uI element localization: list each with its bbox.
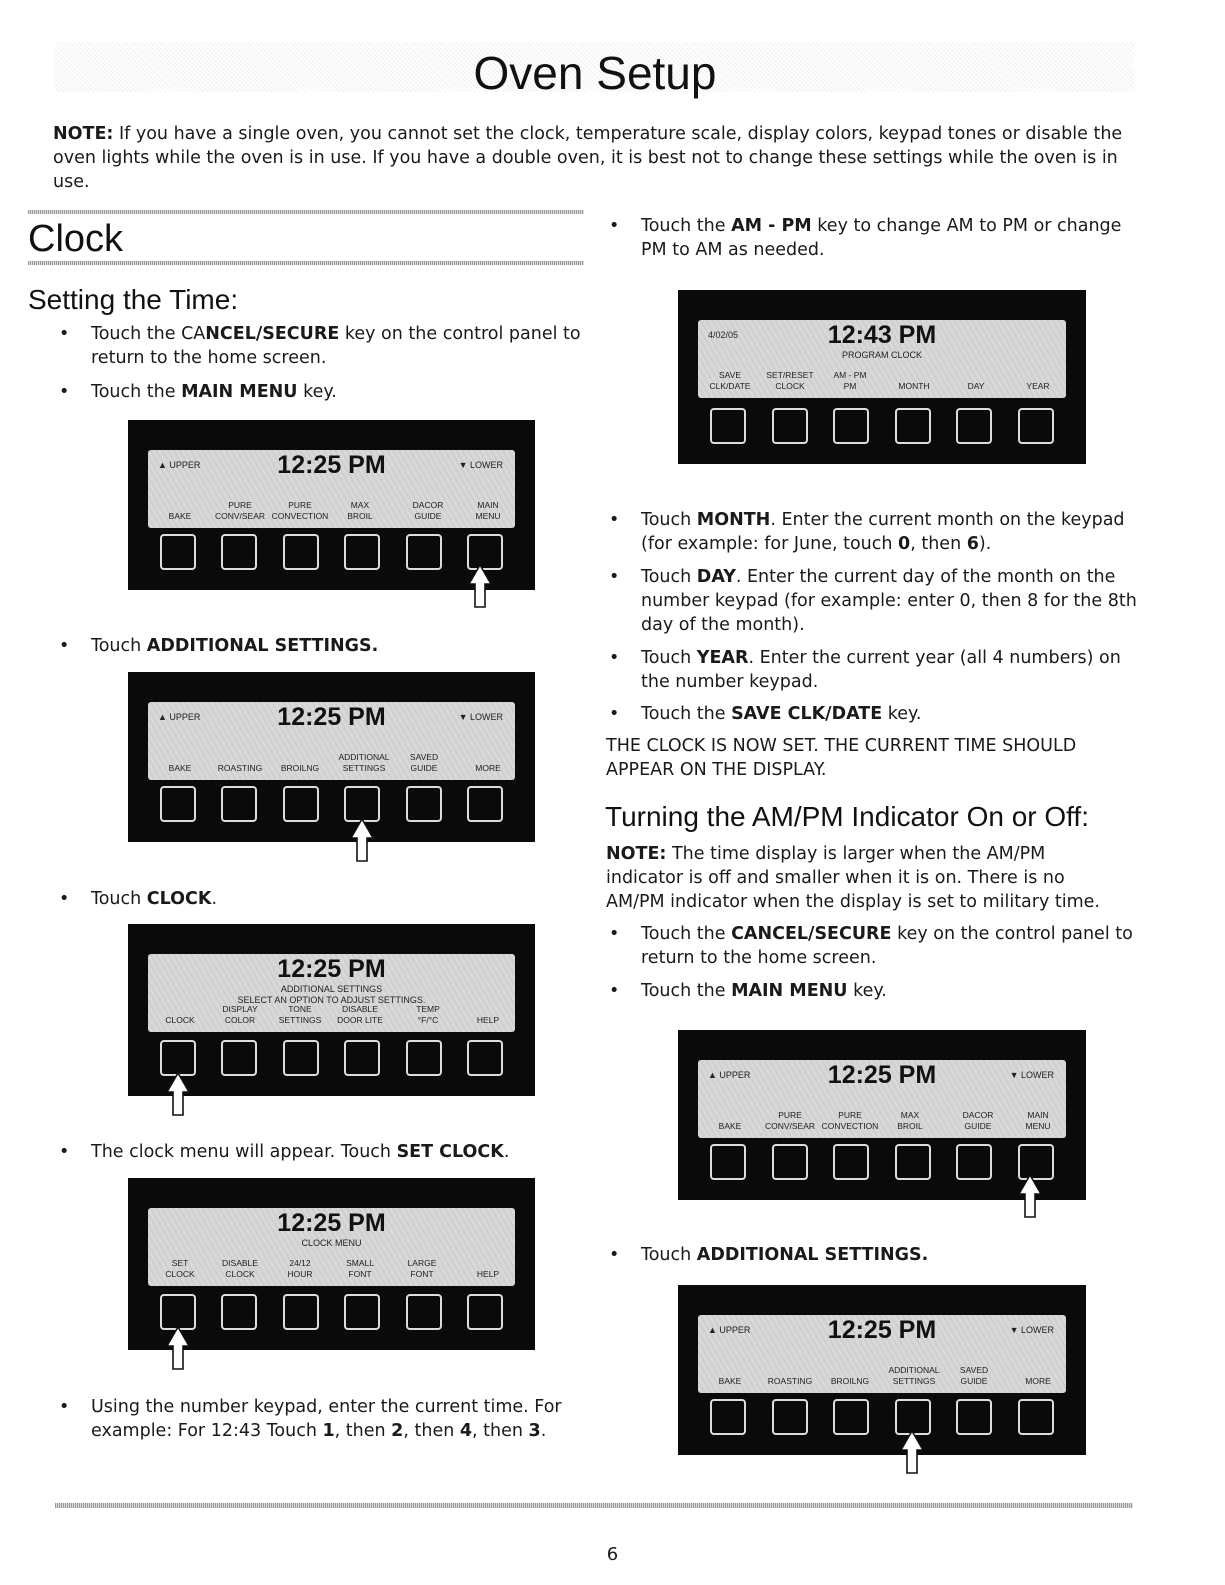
- softkey-label: DACOR GUIDE: [412, 500, 444, 521]
- display-panel-main-menu: [128, 672, 535, 842]
- lower-indicator: ▼ LOWER: [458, 712, 503, 722]
- softkey-6[interactable]: [467, 786, 503, 822]
- display-screen: [148, 702, 515, 780]
- softkey-label: HELP: [476, 1015, 500, 1025]
- softkey-label: DACOR GUIDE: [962, 1110, 994, 1131]
- lower-indicator: ▼ LOWER: [1009, 1325, 1054, 1335]
- clock-heading: Clock: [28, 218, 124, 260]
- softkey-label: SET/RESET CLOCK: [766, 370, 814, 391]
- top-note: NOTE: If you have a single oven, you cannot set the clock, temperature scale, display colors, keypad tones or disable the oven lights while the oven is in use. If you have a double oven, it is best not to change these settings while the oven is in use.: [53, 124, 1123, 192]
- step-cancel-secure-2: • Touch the CANCEL/SECURE key on the control panel to return to the home screen.: [605, 922, 1145, 970]
- softkey-4[interactable]: [344, 1040, 380, 1076]
- display-time: 12:43 PM: [827, 321, 937, 349]
- display-time: 12:25 PM: [277, 451, 386, 479]
- softkey-label: MORE: [1025, 1376, 1051, 1386]
- softkey-label: ROASTING: [767, 1376, 813, 1386]
- softkey-5[interactable]: [406, 786, 442, 822]
- softkey-label: DAY: [967, 381, 985, 391]
- step-set-clock: • The clock menu will appear. Touch SET CLOCK.: [55, 1140, 595, 1164]
- softkey-label: MAIN MENU: [1025, 1110, 1051, 1131]
- softkey-row: [710, 1399, 1054, 1435]
- softkey-3[interactable]: [283, 534, 319, 570]
- upper-indicator: ▲ UPPER: [708, 1325, 751, 1335]
- softkey-4[interactable]: [344, 786, 380, 822]
- softkey-label: MORE: [475, 763, 501, 773]
- softkey-label: PURE CONVECTION: [821, 1110, 879, 1131]
- display-screen: [148, 450, 515, 528]
- softkey-label: MAX BROIL: [897, 1110, 923, 1131]
- softkey-2[interactable]: [772, 408, 808, 444]
- softkey-1[interactable]: [160, 1040, 196, 1076]
- softkey-label: SMALL FONT: [346, 1258, 374, 1279]
- display-screen: [148, 1208, 515, 1286]
- screen-subtitle: ADDITIONAL SETTINGS SELECT AN OPTION TO ADJUST SETTINGS.: [237, 984, 426, 1005]
- display-screen: [698, 1315, 1066, 1393]
- softkey-label: MAIN MENU: [475, 500, 501, 521]
- softkey-5[interactable]: [956, 1144, 992, 1180]
- softkey-label: AM - PM PM: [833, 370, 867, 391]
- clock-set-message: THE CLOCK IS NOW SET. THE CURRENT TIME SHOULD APPEAR ON THE DISPLAY.: [606, 736, 1077, 780]
- step-save-clk-date: • Touch the SAVE CLK/DATE key.: [605, 702, 1145, 726]
- softkey-label: BROILNG: [280, 763, 320, 773]
- pointer-arrow-icon: [468, 564, 492, 608]
- display-panel-program-clock: [678, 290, 1086, 464]
- softkey-label: BAKE: [718, 1121, 742, 1131]
- softkey-4[interactable]: [344, 1294, 380, 1330]
- softkey-row: [160, 1294, 503, 1330]
- softkey-6[interactable]: [1018, 1399, 1054, 1435]
- step-year: • Touch YEAR. Enter the current year (all 4 numbers) on the number keypad.: [605, 646, 1145, 694]
- softkey-label: PURE CONV/SEAR: [214, 500, 266, 521]
- pointer-arrow-icon: [166, 1072, 190, 1116]
- display-time: 12:25 PM: [827, 1061, 937, 1089]
- pointer-arrow-icon: [1018, 1174, 1042, 1218]
- softkey-row: [160, 1040, 503, 1076]
- step-main-menu: • Touch the MAIN MENU key.: [55, 380, 595, 404]
- softkey-2[interactable]: [221, 1294, 257, 1330]
- title-banner: [55, 42, 1135, 99]
- pointer-arrow-icon: [166, 1326, 190, 1370]
- softkey-label: 24/12 HOUR: [287, 1258, 313, 1279]
- display-time: 12:25 PM: [277, 1209, 386, 1237]
- lower-indicator: ▼ LOWER: [1009, 1070, 1054, 1080]
- softkey-row: [710, 1144, 1054, 1180]
- softkey-1[interactable]: [160, 786, 196, 822]
- step-month: • Touch MONTH. Enter the current month on the keypad (for example: for June, touch 0, then 6).: [605, 508, 1145, 556]
- step-enter-time: • Using the number keypad, enter the current time. For example: For 12:43 Touch 1, then 2, then 4, then 3.: [55, 1395, 595, 1443]
- page-title: Oven Setup: [473, 47, 717, 99]
- softkey-1[interactable]: [160, 534, 196, 570]
- softkey-row: [160, 786, 503, 822]
- softkey-5[interactable]: [956, 408, 992, 444]
- softkey-label: BROILNG: [830, 1376, 870, 1386]
- softkey-label: SAVED GUIDE: [959, 1365, 989, 1386]
- softkey-6[interactable]: [467, 1294, 503, 1330]
- softkey-4[interactable]: [344, 534, 380, 570]
- softkey-label: BAKE: [168, 763, 192, 773]
- display-screen: [698, 1060, 1066, 1138]
- softkey-1[interactable]: [160, 1294, 196, 1330]
- softkey-2[interactable]: [221, 1040, 257, 1076]
- softkey-3[interactable]: [283, 1294, 319, 1330]
- softkey-5[interactable]: [406, 1294, 442, 1330]
- display-panel-main-menu-2: [678, 1285, 1086, 1455]
- softkey-label: MONTH: [898, 381, 930, 391]
- pointer-arrow-icon: [900, 1430, 924, 1474]
- display-time: 12:25 PM: [277, 703, 386, 731]
- softkey-label: BAKE: [168, 511, 192, 521]
- softkey-3[interactable]: [283, 1040, 319, 1076]
- softkey-label: MAX BROIL: [347, 500, 373, 521]
- softkey-2[interactable]: [221, 534, 257, 570]
- softkey-label: PURE CONVECTION: [271, 500, 329, 521]
- screen-subtitle: CLOCK MENU: [301, 1238, 362, 1248]
- softkey-1[interactable]: [710, 1399, 746, 1435]
- softkey-3[interactable]: [833, 1144, 869, 1180]
- softkey-label: SET CLOCK: [165, 1258, 195, 1279]
- step-cancel-secure: • Touch the CANCEL/SECURE key on the control panel to return to the home screen.: [55, 322, 595, 370]
- softkey-4[interactable]: [895, 1144, 931, 1180]
- upper-indicator: ▲ UPPER: [708, 1070, 751, 1080]
- softkey-label: HELP: [476, 1269, 500, 1279]
- step-clock: • Touch CLOCK.: [55, 887, 595, 911]
- section-rule-top: [28, 210, 584, 214]
- softkey-label: DISABLE DOOR LITE: [337, 1004, 383, 1025]
- display-date: 4/02/05: [708, 330, 739, 340]
- display-time: 12:25 PM: [827, 1316, 937, 1344]
- softkey-5[interactable]: [406, 534, 442, 570]
- screen-subtitle: PROGRAM CLOCK: [841, 350, 922, 360]
- setting-time-heading: Setting the Time:: [28, 284, 239, 315]
- softkey-label: TONE SETTINGS: [278, 1004, 322, 1025]
- pointer-arrow-icon: [350, 818, 374, 862]
- softkey-label: ADDITIONAL SETTINGS: [888, 1365, 940, 1386]
- footer-rule: [55, 1503, 1133, 1508]
- upper-indicator: ▲ UPPER: [158, 712, 201, 722]
- softkey-5[interactable]: [406, 1040, 442, 1076]
- step-additional-settings: • Touch ADDITIONAL SETTINGS.: [55, 634, 595, 658]
- page-number: 6: [606, 1544, 619, 1565]
- upper-indicator: ▲ UPPER: [158, 460, 201, 470]
- softkey-label: BAKE: [718, 1376, 742, 1386]
- step-day: • Touch DAY. Enter the current day of the month on the number keypad (for example: enter 0, then 8 for the 8th day of the month).: [605, 565, 1145, 637]
- softkey-label: SAVE CLK/DATE: [709, 370, 751, 391]
- softkey-4[interactable]: [895, 408, 931, 444]
- step-main-menu-2: • Touch the MAIN MENU key.: [605, 979, 1145, 1003]
- display-panel-clock-menu: [128, 1178, 535, 1350]
- softkey-label: ROASTING: [217, 763, 263, 773]
- step-am-pm: • Touch the AM - PM key to change AM to PM or change PM to AM as needed.: [605, 214, 1145, 262]
- softkey-label: SAVED GUIDE: [409, 752, 439, 773]
- display-time: 12:25 PM: [277, 955, 386, 983]
- softkey-5[interactable]: [956, 1399, 992, 1435]
- softkey-label: ADDITIONAL SETTINGS: [338, 752, 390, 773]
- display-screen: [148, 954, 515, 1032]
- softkey-label: DISABLE CLOCK: [222, 1258, 258, 1279]
- step-additional-settings-2: • Touch ADDITIONAL SETTINGS.: [605, 1243, 1145, 1267]
- display-screen: [698, 320, 1066, 398]
- ampm-note: NOTE: The time display is larger when the AM/PM indicator is off and smaller when it is on. There is no AM/PM indicator when the display is set to military time.: [606, 844, 1100, 912]
- softkey-2[interactable]: [772, 1399, 808, 1435]
- softkey-6[interactable]: [467, 1040, 503, 1076]
- display-panel-additional-settings: [128, 924, 535, 1096]
- softkey-3[interactable]: [833, 408, 869, 444]
- softkey-2[interactable]: [221, 786, 257, 822]
- section-rule-bottom: [28, 261, 584, 265]
- softkey-label: PURE CONV/SEAR: [764, 1110, 816, 1131]
- softkey-label: CLOCK: [165, 1015, 195, 1025]
- softkey-row: [160, 534, 503, 570]
- softkey-3[interactable]: [283, 786, 319, 822]
- lower-indicator: ▼ LOWER: [458, 460, 503, 470]
- softkey-label: LARGE FONT: [407, 1258, 437, 1279]
- ampm-heading: Turning the AM/PM Indicator On or Off:: [605, 801, 1089, 832]
- softkey-1[interactable]: [710, 1144, 746, 1180]
- softkey-label: DISPLAY COLOR: [222, 1004, 258, 1025]
- softkey-label: YEAR: [1026, 381, 1050, 391]
- softkey-3[interactable]: [833, 1399, 869, 1435]
- softkey-6[interactable]: [1018, 408, 1054, 444]
- softkey-1[interactable]: [710, 408, 746, 444]
- softkey-2[interactable]: [772, 1144, 808, 1180]
- softkey-label: TEMP °F/°C: [416, 1004, 440, 1025]
- softkey-row: [710, 408, 1054, 444]
